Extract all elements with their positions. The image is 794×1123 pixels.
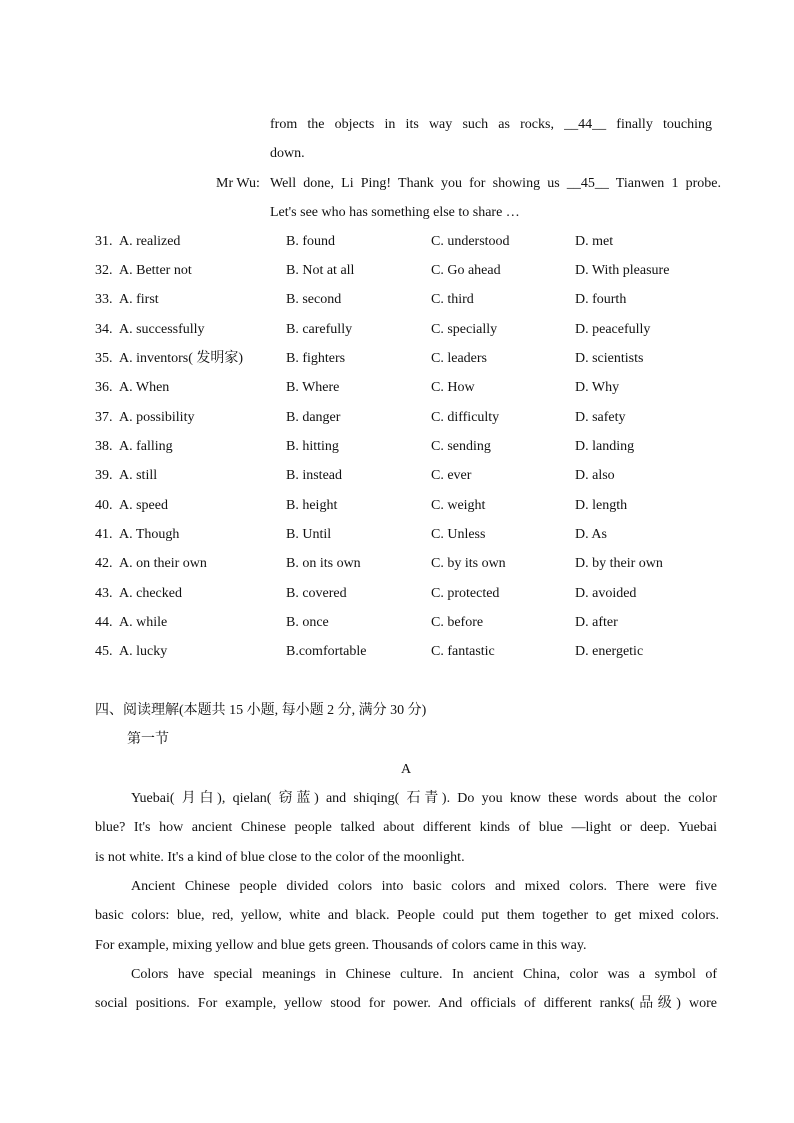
- option-d: D. landing: [575, 439, 635, 454]
- question-number: 34.: [95, 322, 113, 337]
- option-b: B. Until: [286, 527, 332, 542]
- option-d: D. Why: [575, 380, 620, 395]
- speaker-label: Mr Wu:: [216, 176, 260, 191]
- question-row: [0, 438, 794, 456]
- option-b: B. instead: [286, 468, 342, 483]
- option-b: B. height: [286, 498, 338, 513]
- option-b: B. Not at all: [286, 263, 355, 278]
- option-d: D. energetic: [575, 644, 644, 659]
- option-c: C. difficulty: [431, 410, 500, 425]
- option-b: B. danger: [286, 410, 341, 425]
- option-d: D. by their own: [575, 556, 663, 571]
- section-heading: 四、阅读理解(本题共 15 小题, 每小题 2 分, 满分 30 分): [95, 703, 427, 718]
- option-d: D. safety: [575, 410, 626, 425]
- question-row: [0, 555, 794, 573]
- dialogue-line: Well done, Li Ping! Thank you for showing us __45__ Tianwen 1 probe.: [270, 176, 721, 191]
- option-b: B. on its own: [286, 556, 361, 571]
- passage-line: basic colors: blue, red, yellow, white and black. People could put them together to get mixed colors.: [95, 908, 719, 923]
- passage-line: For example, mixing yellow and blue gets green. Thousands of colors came in this way.: [95, 938, 587, 953]
- option-b: B. carefully: [286, 322, 353, 337]
- option-a: A. realized: [119, 234, 181, 249]
- option-d: D. after: [575, 615, 618, 630]
- option-a: A. falling: [119, 439, 173, 454]
- option-a: A. while: [119, 615, 168, 630]
- passage-line: Colors have special meanings in Chinese culture. In ancient China, color was a symbol of: [131, 967, 717, 982]
- option-a: A. on their own: [119, 556, 207, 571]
- option-b: B. fighters: [286, 351, 346, 366]
- question-number: 33.: [95, 292, 113, 307]
- option-d: D. also: [575, 468, 615, 483]
- option-c: C. Go ahead: [431, 263, 501, 278]
- question-row: [0, 291, 794, 309]
- question-number: 35.: [95, 351, 113, 366]
- option-a: A. When: [119, 380, 170, 395]
- question-row: [0, 409, 794, 427]
- option-c: C. How: [431, 380, 475, 395]
- option-a: A. inventors( 发明家): [119, 351, 244, 366]
- option-c: C. Unless: [431, 527, 486, 542]
- option-a: A. possibility: [119, 410, 195, 425]
- question-number: 39.: [95, 468, 113, 483]
- option-a: A. still: [119, 468, 158, 483]
- passage-line: blue? It's how ancient Chinese people talked about different kinds of blue —light or deep. Yuebai: [95, 820, 717, 835]
- option-c: C. understood: [431, 234, 510, 249]
- question-number: 44.: [95, 615, 113, 630]
- question-number: 45.: [95, 644, 113, 659]
- section-subheading: 第一节: [127, 732, 169, 747]
- option-d: D. With pleasure: [575, 263, 670, 278]
- passage-label: A: [400, 762, 412, 777]
- question-number: 37.: [95, 410, 113, 425]
- passage-line: is not white. It's a kind of blue close to the color of the moonlight.: [95, 850, 465, 865]
- dialogue-line: from the objects in its way such as rocks, __44__ finally touching: [270, 117, 712, 132]
- option-d: D. avoided: [575, 586, 637, 601]
- option-d: D. met: [575, 234, 614, 249]
- option-c: C. by its own: [431, 556, 506, 571]
- question-row: [0, 321, 794, 339]
- question-row: [0, 467, 794, 485]
- option-a: 31.: [95, 234, 113, 249]
- question-row: [0, 526, 794, 544]
- option-c: C. weight: [431, 498, 486, 513]
- option-c: C. leaders: [431, 351, 487, 366]
- option-c: C. third: [431, 292, 474, 307]
- question-row: [0, 585, 794, 603]
- option-d: D. As: [575, 527, 607, 542]
- dialogue-line: down.: [270, 146, 305, 161]
- question-row: [0, 350, 794, 368]
- option-b: B. second: [286, 292, 342, 307]
- option-b: B. Where: [286, 380, 340, 395]
- question-row: [0, 643, 794, 661]
- question-number: 38.: [95, 439, 113, 454]
- option-d: D. fourth: [575, 292, 627, 307]
- option-b: B.comfortable: [286, 644, 367, 659]
- option-c: C. fantastic: [431, 644, 495, 659]
- option-a: A. checked: [119, 586, 182, 601]
- question-row: [0, 497, 794, 515]
- option-a: A. lucky: [119, 644, 168, 659]
- question-row: [0, 262, 794, 280]
- option-a: A. Though: [119, 527, 180, 542]
- option-d: D. peacefully: [575, 322, 651, 337]
- option-b: B. once: [286, 615, 329, 630]
- question-number: 43.: [95, 586, 113, 601]
- option-b: B. found: [286, 234, 335, 249]
- question-number: 40.: [95, 498, 113, 513]
- option-b: B. covered: [286, 586, 347, 601]
- option-c: C. ever: [431, 468, 472, 483]
- option-d: D. scientists: [575, 351, 644, 366]
- option-c: C. specially: [431, 322, 498, 337]
- question-number: 41.: [95, 527, 113, 542]
- dialogue-line: Let's see who has something else to share …: [270, 205, 520, 220]
- option-b: B. hitting: [286, 439, 339, 454]
- option-a: A. Better not: [119, 263, 192, 278]
- question-row: [0, 614, 794, 632]
- passage-line: social positions. For example, yellow stood for power. And officials of different ranks(品级) wore: [95, 996, 717, 1011]
- option-d: D. length: [575, 498, 628, 513]
- option-c: C. sending: [431, 439, 491, 454]
- passage-line: Yuebai( 月白), qielan( 窃蓝) and shiqing( 石青). Do you know these words about the color: [131, 791, 717, 806]
- passage-line: Ancient Chinese people divided colors into basic colors and mixed colors. There were five: [131, 879, 717, 894]
- question-row: [0, 233, 794, 251]
- question-number: 36.: [95, 380, 113, 395]
- question-row: [0, 379, 794, 397]
- option-c: C. protected: [431, 586, 500, 601]
- option-a: A. successfully: [119, 322, 205, 337]
- question-number: 32.: [95, 263, 113, 278]
- option-c: C. before: [431, 615, 484, 630]
- option-a: A. first: [119, 292, 159, 307]
- option-a: A. speed: [119, 498, 168, 513]
- question-number: 42.: [95, 556, 113, 571]
